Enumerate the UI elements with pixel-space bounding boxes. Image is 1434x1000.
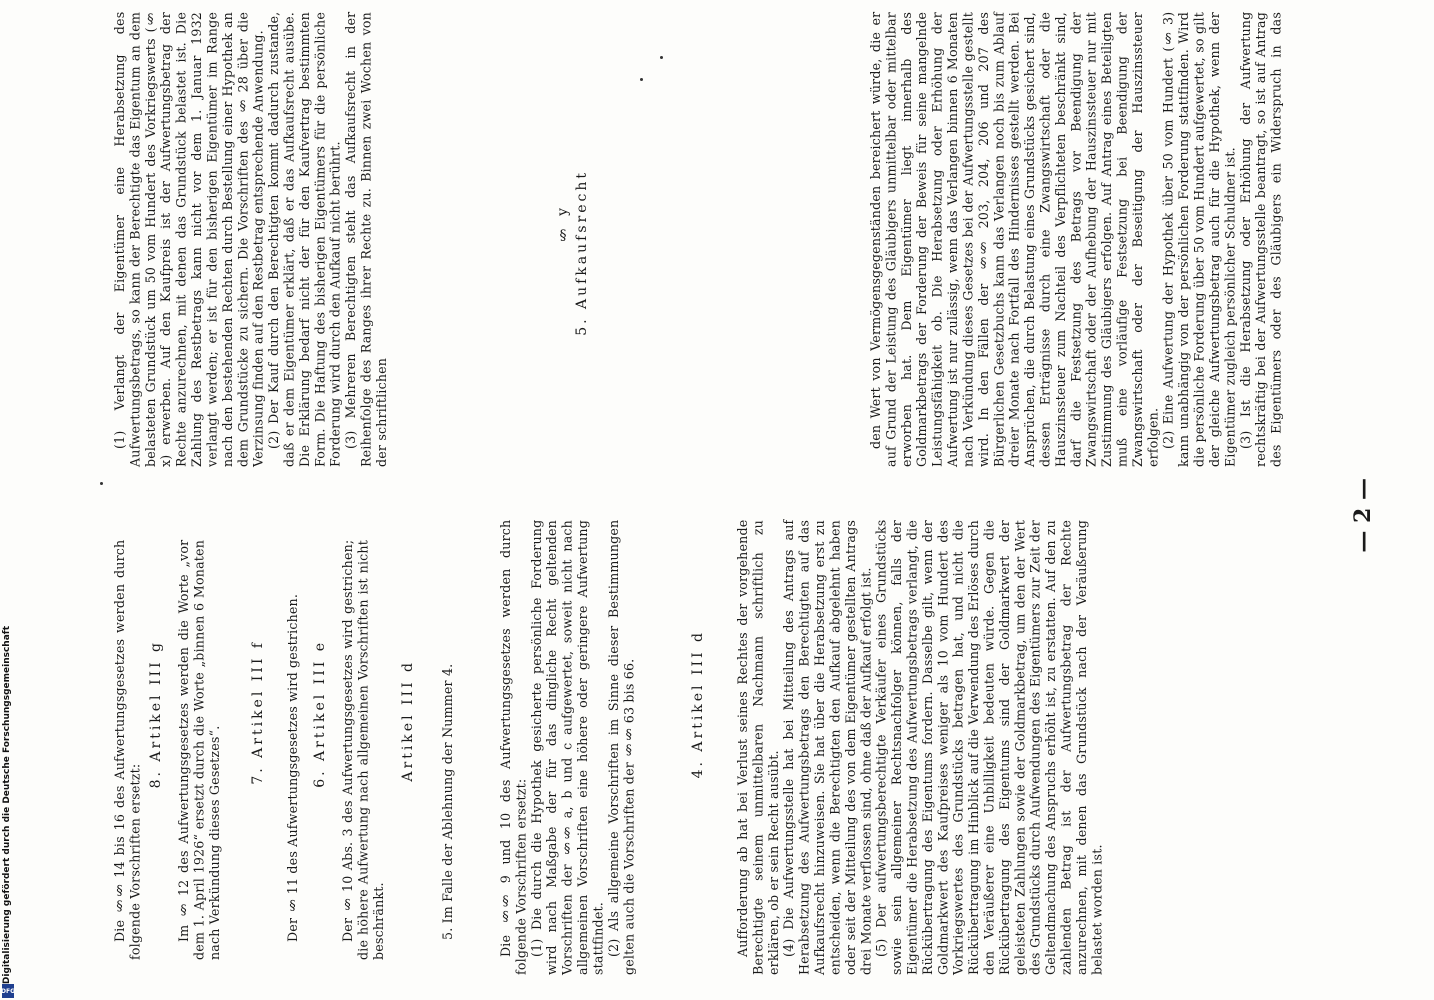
paragraph: (5) Der aufwertungsberechtigte Verkäufer eines Grundstücks sowie sein allgemeiner Rechtsnachfolger können, falls der Eigentümer die Herabsetzung des Aufwertungsbetrags verlangt, die Rückübertragung des Eigentums fordern. Dasselbe gilt, wenn der Goldmarkwert des Kaufpreises weniger als 10 vom Hundert des Vorkriegswertes des Grundstücks betragen hat, und nicht die Rückübertragung im Hinblick auf die Verwendung des Erlöses durch den Veräußerer eine Unbilligkeit bedeuten würde. Gegen die Rückübertragung des Eigentums sind der Goldmarkwert der geleisteten Zahlungen sowie der Goldmarkbetrag, um den der Wert des Grundstücks durch Aufwendungen des Eigentümers zur Zeit der Geltendmachung des Anspruchs erhöht ist, zu erstatten. Auf den zu zahlenden Betrag ist der Aufwertungsbetrag der Rechte anzurechnen, mit denen das Grundstück nach der Veräußerung belastet worden ist. [873, 520, 1105, 975]
section-heading-4 [690, 630, 706, 778]
digitization-footer [2, 2, 16, 998]
page-dash-right: — [1350, 478, 1376, 500]
scan-speck [100, 482, 103, 485]
paragraph: den Wert von Vermögensgegenständen bereichert würde, die er auf Grund der Leistung des Gläubigers unmittelbar oder mittelbar erworben hat. Dem Eigentümer liegt innerhalb des Goldmarkbetrags der Forderung der Beweis für seine mangelnde Leistungsfähigkeit ob. Die Herabsetzung oder Erhöhung der Aufwertung ist nur zulässig, wenn das Verlangen binnen 6 Monaten nach Verkündung dieses Gesetzes bei der Aufwertungsstelle gestellt wird. In den Fällen der §§ 203, 204, 206 und 207 des Bürgerlichen Gesetzbuchs kann das Verlangen noch bis zum Ablauf dreier Monate nach Fortfall des Hindernisses gestellt werden. Bei Ansprüchen, die durch Belastung eines Grundstücks gesichert sind, dessen Erträgnisse durch eine Zwangswirtschaft oder die Hauszinssteuer zum Nachteil des Verpflichteten beschränkt sind, darf die Festsetzung des Betrags vor Beendigung der Zwangswirtschaft oder der Aufhebung der Hauszinssteuer nur mit Zustimmung des Gläubigers erfolgen. Auf Antrag eines Beteiligten muß eine vorläufige Festsetzung bei Beendigung der Zwangswirtschaft oder der Beseitigung der Hauszinssteuer erfolgen. [868, 12, 1161, 467]
section-heading-5 [574, 170, 590, 336]
paragraph-sign [555, 205, 571, 242]
section-heading-6 [312, 640, 328, 788]
paragraph: (4) Die Aufwertungsstelle hat bei Mitteilung des Antrags auf Herabsetzung des Aufwertungsbetrags den Berechtigten auf das Aufkaufsrecht hinzuweisen. Sie hat über die Herabsetzung erst zu entscheiden, wenn die Berechtigten den Aufkauf abgelehnt haben oder seit der Mitteilung des von dem Eigentümer gestellten Antrags drei Monate verflossen sind, ohne daß der Aufkauf erfolgt ist. [781, 520, 874, 975]
text-8 [112, 540, 146, 960]
text-column-a [868, 12, 1308, 467]
text-7 [176, 540, 240, 960]
paragraph: Die §§ 14 bis 16 des Aufwertungsgesetzes werden durch folgende Vorschriften ersetzt: [112, 540, 143, 960]
dfg-logo [2, 984, 14, 998]
text-6b [340, 540, 395, 960]
paragraph: 5. Im Falle der Ablehnung der Nummer 4. [440, 663, 455, 940]
line-5 [440, 540, 460, 940]
paragraph: (3) Ist die Herabsetzung oder Erhöhung der Aufwertung rechtskräftig bei der Aufwertungsstelle beantragt, so ist auf Antrag des Eigentümers oder des Gläubigers ein Widerspruch in das [1237, 12, 1284, 467]
paragraph: Im § 12 des Aufwertungsgesetzes werden die Worte „vor dem 1. April 1926“ ersetzt durch die Worte „binnen 6 Monaten nach Verkündung dieses Gesetzes“. [176, 540, 222, 960]
section-heading-8 [148, 640, 164, 788]
paragraph: (3) Mehreren Berechtigten steht das Aufkaufsrecht in der Reihenfolge des Ranges ihrer Rechte zu. Binnen zwei Wochen von der schriftlichen [343, 12, 389, 467]
text-column-c [735, 520, 1310, 975]
paragraph: Der § 10 Abs. 3 des Aufwertungsgesetzes wird gestrichen; die höhere Aufwertung nach allgemeinen Vorschriften ist nicht beschränkt. [340, 540, 386, 960]
scan-speck [640, 78, 643, 81]
scan-speck [660, 56, 663, 59]
digitization-note: Digitalisierung gefördert durch die Deutsche Forschungsgemeinschaft [2, 625, 12, 984]
section-heading-7 [250, 640, 266, 785]
paragraph: (1) Die durch die Hypothek gesicherte persönliche Forderung wird nach Maßgabe der für das dingliche Recht geltenden Vorschriften der §§ a, b und c aufgewertet, soweit nicht nach allgemeinen Vorschriften eine höhere oder geringere Aufwertung stattfindet. [528, 520, 606, 975]
heading-text: 4. Artikel III d [690, 630, 706, 779]
page-number [1350, 478, 1376, 553]
section-heading-6b [400, 660, 416, 782]
text-column-b [112, 12, 542, 467]
text-column-d [498, 520, 678, 975]
paragraph: (2) Der Kauf durch den Berechtigten kommt dadurch zustande, daß er dem Eigentümer erklärt, daß er das Aufkaufsrecht ausübe. Die Erklärung bedarf nicht der für den Kaufvertrag bestimmten Form. Die Haftung des bisherigen Eigentümers für die persönliche Forderung wird durch den Aufkauf nicht berührt. [266, 12, 343, 467]
paragraph: Die §§ 9 und 10 des Aufwertungsgesetzes werden durch folgende Vorschriften ersetzt: [498, 520, 529, 975]
paragraph: (1) Verlangt der Eigentümer eine Herabsetzung des Aufwertungsbetrags, so kann der Berechtigte das Eigentum an dem belasteten Grundstück um 50 vom Hundert des Vorkriegswerts (§ x) erwerben. Auf den Kaufpreis ist der Aufwertungsbetrag der Rechte anzurechnen, mit denen das Grundstück belastet ist. Die Zahlung des Restbetrags kann nicht vor dem 1. Januar 1932 verlangt werden; er ist für den bisherigen Eigentümer im Range nach den bestehenden Rechten durch Bestellung einer Hypothek an dem Grundstücke zu sichern. Die Vorschriften des § 28 über die Verzinsung finden auf den Restbetrag entsprechende Anwendung. [112, 12, 266, 467]
page-number-value: 2 [1350, 507, 1376, 523]
paragraph: (2) Als allgemeine Vorschriften im Sinne dieser Bestimmungen gelten auch die Vorschriften der §§ 63 bis 66. [605, 520, 637, 975]
heading-text: 5. Aufkaufsrecht [574, 170, 590, 336]
text-6 [285, 540, 305, 960]
heading-text: 8. Artikel III g [148, 640, 164, 789]
paragraph: Der § 11 des Aufwertungsgesetzes wird gestrichen. [285, 594, 300, 943]
page-dash-left: — [1350, 530, 1376, 553]
heading-text: 6. Artikel III e [312, 640, 328, 788]
paragraph: Aufforderung ab hat bei Verlust seines Rechtes der vorgehende Berechtigte seinem unmittelbaren Nachmann schriftlich zu erklären, ob er sein Recht ausübt. [735, 520, 781, 975]
heading-text: Artikel III d [400, 660, 416, 782]
dfg-logo-text: DFG [1, 987, 16, 995]
heading-text: § y [555, 205, 571, 243]
paragraph: (2) Eine Aufwertung der Hypothek über 50 vom Hundert (§ 3) kann unabhängig von der persönlichen Forderung stattfinden. Wird die persönliche Forderung über 50 vom Hundert aufgewertet, so gilt der gleiche Aufwertungsbetrag auch für die Hypothek, wenn der Eigentümer zugleich persönlicher Schuldner ist. [1160, 12, 1238, 467]
heading-text: 7. Artikel III f [250, 640, 266, 785]
